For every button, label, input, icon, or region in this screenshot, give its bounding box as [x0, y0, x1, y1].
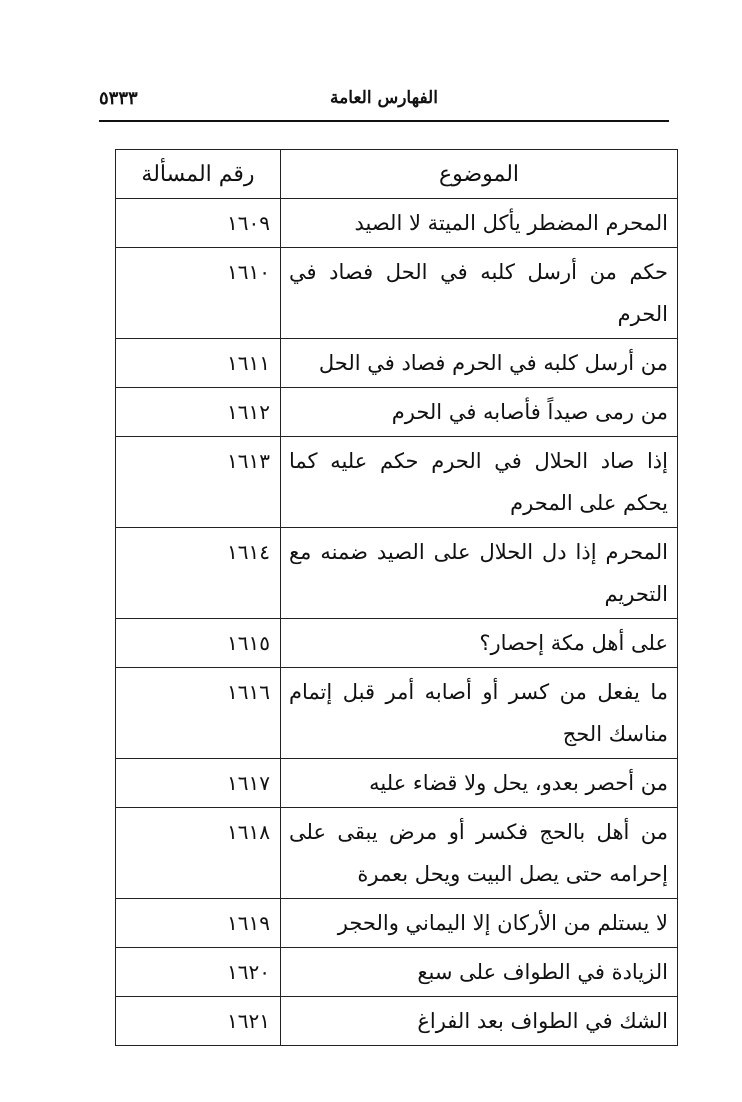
page-header — [99, 84, 669, 122]
table-row — [116, 248, 678, 339]
table-row — [116, 388, 678, 437]
table-row — [116, 528, 678, 619]
row-number: ١٦١٤ — [116, 528, 281, 619]
row-topic: الزيادة في الطواف على سبع — [281, 948, 678, 997]
row-number: ١٦١١ — [116, 339, 281, 388]
table-row — [116, 668, 678, 759]
row-topic: من أحصر بعدو، يحل ولا قضاء عليه — [281, 759, 678, 808]
row-topic: المحرم المضطر يأكل الميتة لا الصيد — [281, 199, 678, 248]
index-table — [115, 149, 678, 1046]
row-topic: حكم من أرسل كلبه في الحل فصاد في الحرم — [281, 248, 678, 339]
table-row — [116, 899, 678, 948]
table-row — [116, 339, 678, 388]
column-header-number: رقم المسألة — [116, 150, 281, 199]
page-number: ٥٣٣٣ — [99, 88, 138, 109]
row-topic: من أرسل كلبه في الحرم فصاد في الحل — [281, 339, 678, 388]
row-number: ١٦٠٩ — [116, 199, 281, 248]
row-number: ١٦١٢ — [116, 388, 281, 437]
row-number: ١٦٢٠ — [116, 948, 281, 997]
table-row — [116, 199, 678, 248]
table-row — [116, 759, 678, 808]
table-header-row — [116, 150, 678, 199]
table-row — [116, 437, 678, 528]
row-number: ١٦١٦ — [116, 668, 281, 759]
row-number: ١٦١٣ — [116, 437, 281, 528]
row-topic: إذا صاد الحلال في الحرم حكم عليه كما يحكم على المحرم — [281, 437, 678, 528]
row-number: ١٦١٧ — [116, 759, 281, 808]
row-topic: ما يفعل من كسر أو أصابه أمر قبل إتمام مناسك الحج — [281, 668, 678, 759]
row-topic: من أهل بالحج فكسر أو مرض يبقى على إحرامه حتى يصل البيت ويحل بعمرة — [281, 808, 678, 899]
row-number: ١٦٢١ — [116, 997, 281, 1046]
row-topic: الشك في الطواف بعد الفراغ — [281, 997, 678, 1046]
table-row — [116, 997, 678, 1046]
table-row — [116, 948, 678, 997]
column-header-topic: الموضوع — [281, 150, 678, 199]
row-topic: على أهل مكة إحصار؟ — [281, 619, 678, 668]
table-row — [116, 619, 678, 668]
row-number: ١٦١٥ — [116, 619, 281, 668]
row-number: ١٦١٩ — [116, 899, 281, 948]
header-title: الفهارس العامة — [330, 88, 438, 108]
table-row — [116, 808, 678, 899]
row-topic: من رمى صيداً فأصابه في الحرم — [281, 388, 678, 437]
row-topic: لا يستلم من الأركان إلا اليماني والحجر — [281, 899, 678, 948]
row-number: ١٦١٠ — [116, 248, 281, 339]
row-number: ١٦١٨ — [116, 808, 281, 899]
row-topic: المحرم إذا دل الحلال على الصيد ضمنه مع التحريم — [281, 528, 678, 619]
